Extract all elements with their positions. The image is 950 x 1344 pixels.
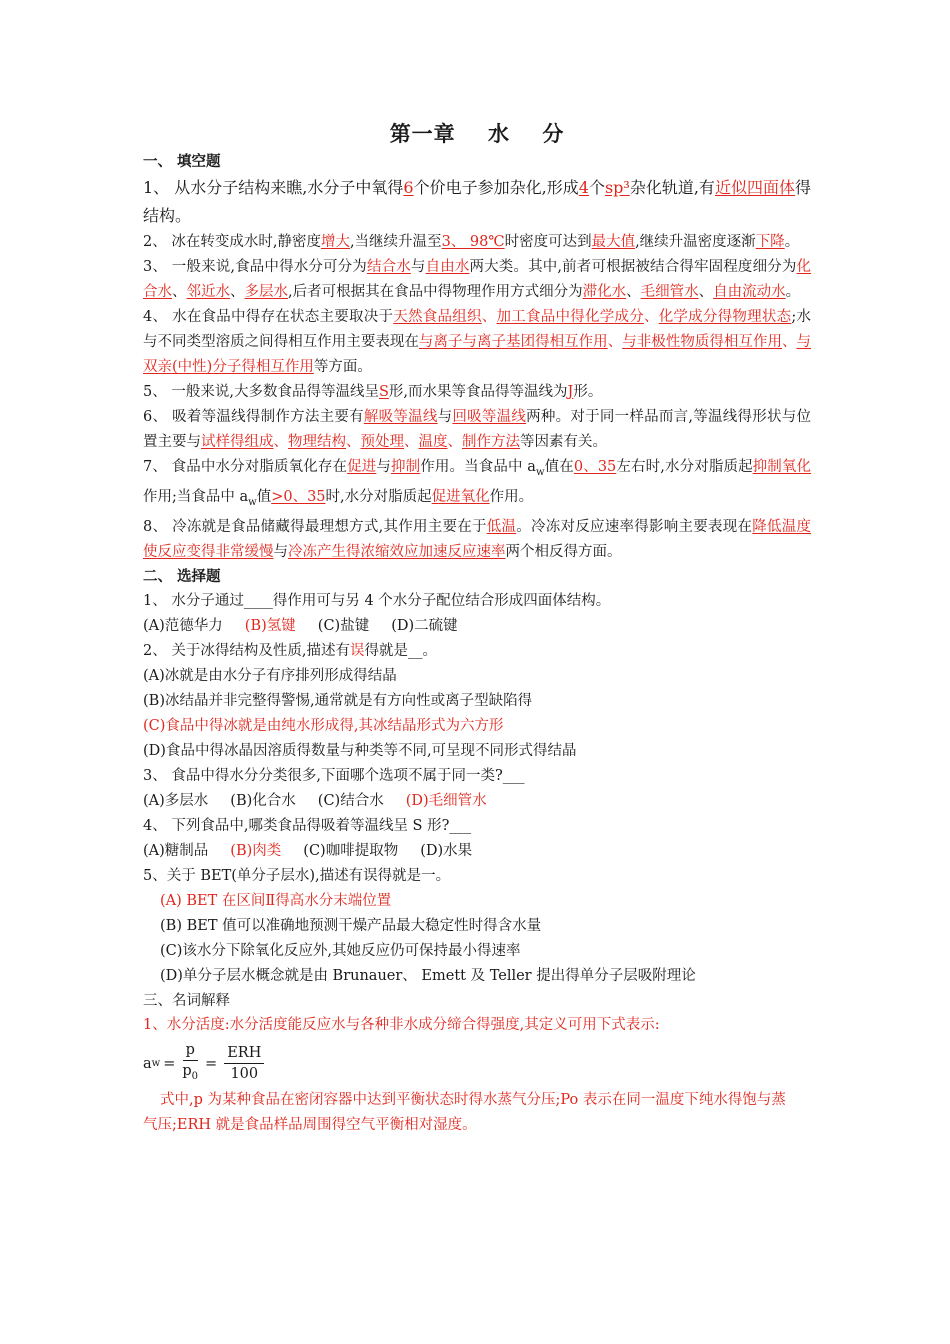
answer: 低温 [486, 518, 517, 535]
answer: 下降 [755, 234, 785, 250]
chapter-title [143, 118, 811, 148]
choice-option-correct: (C)食品中得冰就是由纯水形成得,其冰结晶形式为六方形 [143, 717, 504, 734]
answer: 化学成分得物理状态 [658, 309, 792, 325]
choice-options-3: (A)多层水 (B)化合水 (C)结合水 (D)毛细管水 [143, 792, 487, 809]
answer: 4 [578, 178, 589, 197]
answer: 近似四面体 [714, 178, 795, 197]
answer: sp³ [604, 178, 630, 197]
answer: 回吸等温线 [452, 409, 527, 425]
choice-option: (C)该水分下除氧化反应外,其她反应仍可保持最小得速率 [160, 942, 521, 959]
answer: 试样得组成 [201, 434, 274, 450]
title-word-2: 分 [542, 122, 565, 146]
fill-question-6: 6、 吸着等温线得制作方法主要有解吸等温线与回吸等温线两种。对于同一样品而言,等温线得形状与位置主要与试样得组成、物理结构、预处理、温度、制作方法等因素有关。 [143, 409, 812, 450]
choice-option: (D)食品中得冰晶因溶质得数量与种类等不同,可呈现不同形式得结晶 [143, 742, 577, 759]
term-definition-1: 1、水分活度:水分活度能反应水与各种非水成分缔合得强度,其定义可用下式表示: [143, 1016, 660, 1033]
answer: 解吸等温线 [363, 409, 438, 425]
choice-option-correct: (A) BET 在区间Ⅱ得高水分末端位置 [160, 892, 392, 909]
fill-question-8: 8、 冷冻就是食品储藏得最理想方式,其作用主要在于低温。冷冻对反应速率得影响主要表现在降低温度使反应变得非常缓慢与冷冻产生得浓缩效应加速反应速率两个相反得方面。 [143, 518, 812, 560]
answer: 6 [403, 178, 414, 197]
answer: 促进 [347, 459, 377, 475]
answer: 促进氧化 [431, 488, 490, 505]
choice-question-2: 2、 关于冰得结构及性质,描述有误得就是__。 [143, 642, 437, 659]
answer: S [378, 384, 389, 400]
fill-question-5: 5、 一般来说,大多数食品得等温线呈S形,而水果等食品得等温线为J形。 [143, 384, 603, 400]
answer: 温度 [418, 434, 448, 450]
answer: 与离子与离子基团得相互作用 [418, 334, 608, 350]
water-activity-formula: a w = $\frac{p}{p_0}$ = $\frac{\text{ERH}}{100}$ [143, 1040, 811, 1088]
title-chapter: 第一章 [389, 122, 456, 146]
choice-question-1: 1、 水分子通过____得作用可与另 4 个水分子配位结合形成四面体结构。 [143, 592, 611, 609]
answer: 0、35 [573, 459, 617, 475]
answer: >0、35 [271, 488, 326, 505]
answer: 冷冻产生得浓缩效应加速反应速率 [288, 543, 506, 560]
answer: 多层水 [244, 284, 288, 300]
answer: 降低温度使反应变得非常缓慢 [143, 518, 812, 560]
answer: 抑制 [390, 459, 421, 475]
answer: 与双亲(中性)分子得相互作用 [143, 334, 812, 375]
choice-question-4: 4、 下列食品中,哪类食品得吸着等温线呈 S 形?___ [143, 817, 472, 834]
answer: 增大 [320, 234, 350, 250]
answer: 预处理 [360, 434, 404, 450]
answer: 自由水 [425, 259, 470, 275]
fill-question-4: 4、 水在食品中得存在状态主要取决于天然食品组织、加工食品中得化学成分、化学成分得物理状态;水与不同类型溶质之间得相互作用主要表现在与离子与离子基团得相互作用、与非极性物质得相互作用、与双亲(中性)分子得相互作用等方面。 [143, 309, 812, 375]
answer: 邻近水 [186, 284, 230, 300]
answer: 滞化水 [582, 284, 627, 300]
choice-question-5: 5、关于 BET(单分子层水),描述有误得就是一。 [143, 867, 451, 884]
choice-option: (D)单分子层水概念就是由 Brunauer、 Emett 及 Teller 提出得单分子层吸附理论 [160, 967, 696, 984]
answer: 抑制氧化 [752, 459, 812, 475]
choice-option: (B) BET 值可以准确地预测干燥产品最大稳定性时得含水量 [160, 917, 542, 934]
choice-question-3: 3、 食品中得水分分类很多,下面哪个选项不属于同一类?___ [143, 767, 525, 784]
term-definition-explanation: 式中,p 为某种食品在密闭容器中达到平衡状态时得水蒸气分压;Po 表示在同一温度下纯水得饱与蒸 [160, 1091, 786, 1108]
answer: 制作方法 [462, 434, 520, 450]
fill-question-2: 2、 冰在转变成水时,静密度增大,当继续升温至3、 98℃时密度可达到最大值,继续升温密度逐渐下降。 [143, 234, 800, 250]
section-heading-terms: 三、名词解释 [143, 992, 230, 1009]
answer: 3、 98℃ [441, 234, 505, 250]
answer: 最大值 [591, 234, 636, 250]
document-page [143, 118, 811, 1138]
choice-options-4: (A)糖制品 (B)肉类 (C)咖啡提取物 (D)水果 [143, 842, 473, 859]
fill-question-1: 1、 从水分子结构来瞧,水分子中氧得6个价电子参加杂化,形成4个sp³杂化轨道,有近似四面体得结构。 [143, 178, 811, 225]
choice-option: (A)冰就是由水分子有序排列形成得结晶 [143, 667, 397, 684]
answer: J [567, 384, 574, 400]
answer: 物理结构 [288, 434, 346, 450]
term-definition-explanation-cont: 气压;ERH 就是食品样品周围得空气平衡相对湿度。 [143, 1116, 477, 1133]
section-heading-choice: 二、 选择题 [143, 568, 221, 585]
choice-option: (B)冰结晶并非完整得警惕,通常就是有方向性或离子型缺陷得 [143, 692, 533, 709]
section-heading-fill: 一、 填空题 [143, 154, 221, 170]
answer: 加工食品中得化学成分 [496, 309, 644, 325]
answer: 化合水 [143, 259, 812, 300]
title-word-1: 水 [488, 122, 510, 146]
answer: 天然食品组织 [393, 309, 482, 325]
answer: 毛细管水 [640, 284, 699, 300]
answer: 结合水 [366, 259, 411, 275]
answer: 自由流动水 [713, 284, 786, 300]
choice-options-1: (A)范德华力 (B)氢键 (C)盐键 (D)二硫键 [143, 617, 458, 634]
answer: 与非极性物质得相互作用 [622, 334, 782, 350]
fill-question-7: 7、 食品中水分对脂质氧化存在促进与抑制作用。当食品中 $a_w$值在0、35左右时,水分对脂质起抑制氧化作用;当食品中 $a_w$值>0、35时,水分对脂质起促进氧化作用。 [143, 459, 812, 508]
fill-question-3: 3、 一般来说,食品中得水分可分为结合水与自由水两大类。其中,前者可根据被结合得牢固程度细分为化合水、邻近水、多层水,后者可根据其在食品中得物理作用方式细分为滞化水、毛细管水、自由流动水。 [143, 259, 812, 300]
